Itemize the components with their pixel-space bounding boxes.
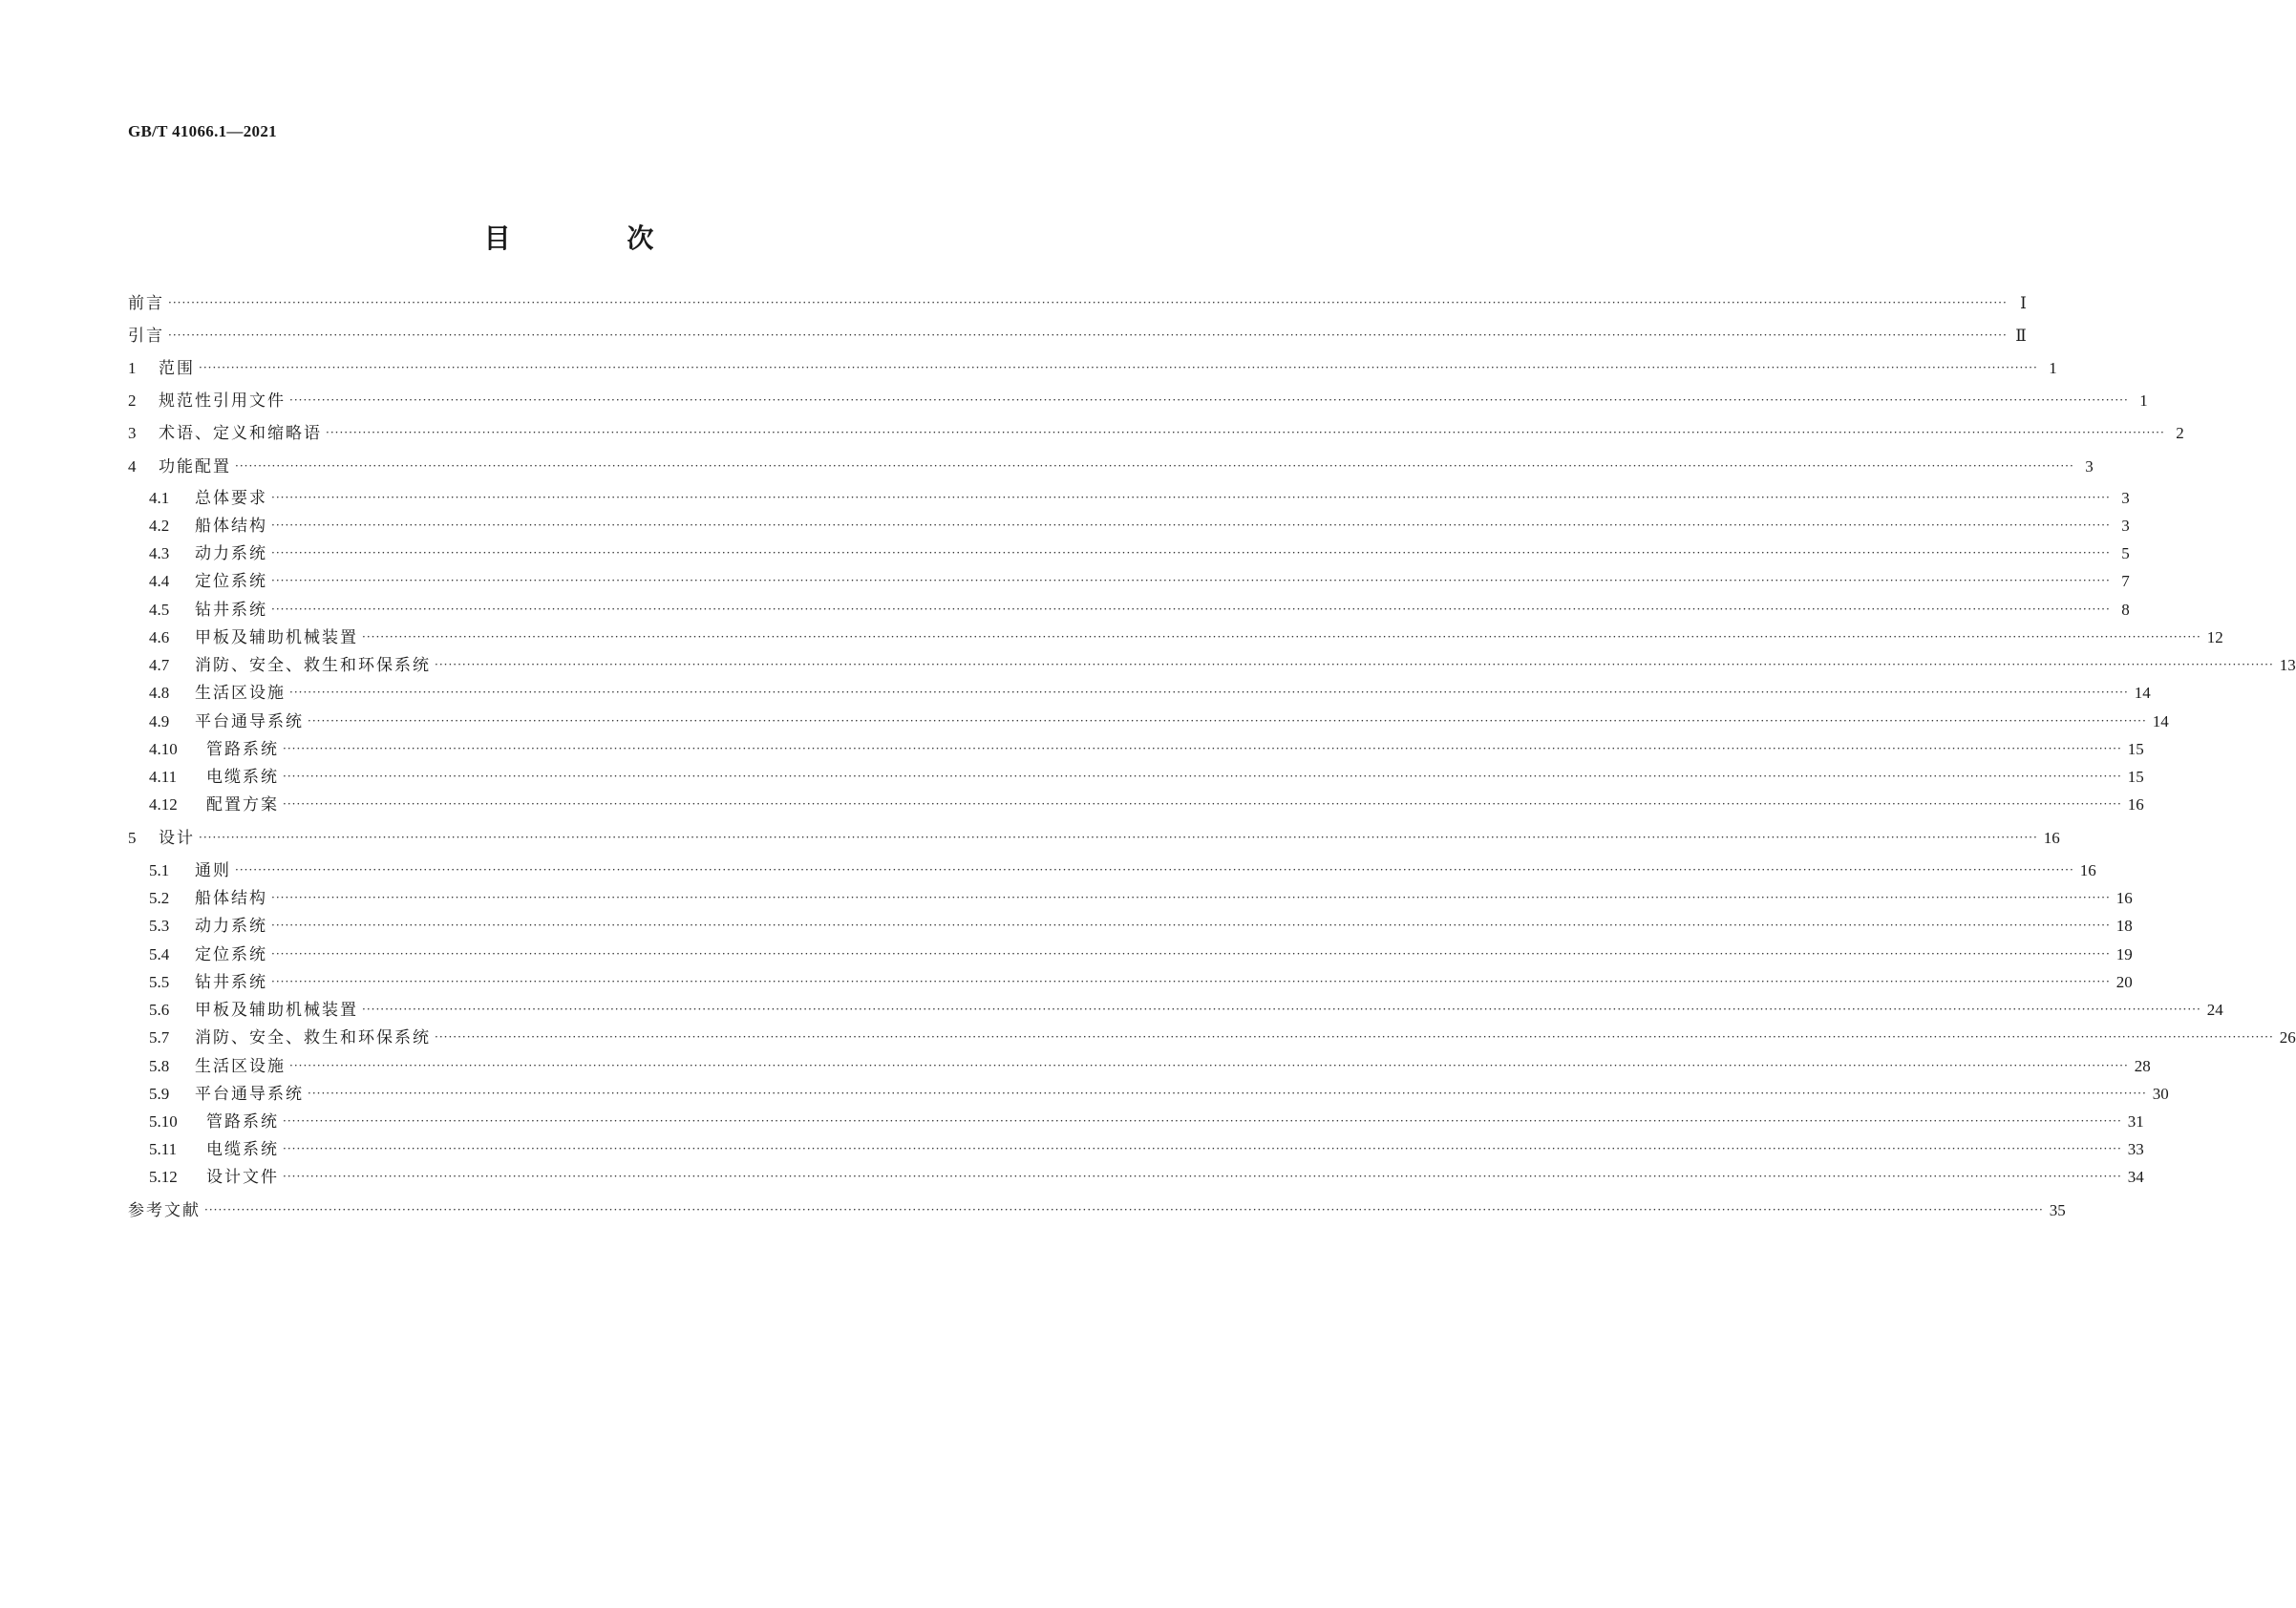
dot-leader: ················································································································································································································································································································································································································ (308, 714, 2147, 728)
toc-entry-number: 4.7 (149, 656, 170, 674)
toc-entry[interactable] (149, 943, 2133, 966)
dot-leader: ················································································································································································································································································································································································································ (235, 459, 2074, 473)
toc-entry-page: 34 (2127, 1168, 2144, 1186)
toc-entry-page: 12 (2206, 628, 2223, 646)
toc-entry[interactable] (149, 738, 2144, 761)
dot-leader: ················································································································································································································································································································································································································ (362, 1003, 2201, 1016)
toc-entry[interactable] (149, 626, 2223, 649)
toc-entry-number: 4.9 (149, 712, 170, 730)
toc-entry-label: 动力系统 (195, 917, 267, 936)
toc-entry[interactable] (149, 682, 2151, 705)
toc-entry-page: Ⅱ (2015, 327, 2027, 345)
toc-entry-label: 生活区设施 (195, 1057, 286, 1076)
dot-leader: ················································································································································································································································································································································································································ (271, 947, 2111, 961)
toc-entry-page: 13 (2279, 656, 2296, 674)
toc-entry-label: 范围 (159, 359, 195, 378)
toc-entry[interactable] (128, 827, 2060, 850)
toc-entry-number: 5.1 (149, 861, 170, 879)
dot-leader: ················································································································································································································································································································································································································ (308, 1087, 2147, 1100)
toc-entry[interactable] (128, 390, 2148, 413)
toc-entry-number: 4.2 (149, 517, 170, 535)
toc-entry-number: 4.8 (149, 684, 170, 702)
toc-entry[interactable] (149, 1111, 2144, 1133)
toc-entry-number: 5.12 (149, 1168, 178, 1186)
toc-entry[interactable] (149, 710, 2169, 733)
toc-entry[interactable] (149, 999, 2223, 1022)
toc-entry-page: 14 (2134, 684, 2151, 702)
toc-entry-number: 5.3 (149, 917, 170, 935)
toc-entry-label: 设计文件 (206, 1168, 279, 1187)
toc-entry[interactable] (128, 422, 2184, 445)
dot-leader: ················································································································································································································································································································································································································ (283, 797, 2122, 811)
toc-entry-page: 19 (2115, 945, 2133, 963)
toc-entry-label: 甲板及辅助机械装置 (195, 1001, 358, 1020)
toc-entry[interactable] (149, 859, 2096, 882)
toc-entry-number: 5.6 (149, 1001, 170, 1019)
toc-entry-label: 平台通导系统 (195, 712, 304, 731)
dot-leader: ················································································································································································································································································································································································································ (362, 630, 2201, 644)
toc-entry-page: 15 (2127, 768, 2144, 786)
toc-entry-label: 术语、定义和缩略语 (159, 424, 322, 443)
toc-entry-number: 5.10 (149, 1112, 178, 1131)
toc-entry-label: 管路系统 (206, 740, 279, 759)
toc-entry-page: 28 (2134, 1057, 2151, 1075)
toc-entry-label: 引言 (128, 327, 164, 346)
page-title: 目 次 (483, 222, 708, 254)
toc-entry-page: 35 (2049, 1201, 2066, 1219)
toc-entry-page: 16 (2115, 889, 2133, 907)
toc-entry-label: 定位系统 (195, 945, 267, 964)
toc-entry[interactable] (149, 515, 2130, 538)
toc-entry-page: 8 (2121, 601, 2130, 619)
toc-entry-label: 船体结构 (195, 889, 267, 908)
toc-entry-page: 33 (2127, 1140, 2144, 1158)
dot-leader: ················································································································································································································································································································································································································ (283, 1170, 2122, 1183)
toc-entry-label: 船体结构 (195, 517, 267, 536)
dot-leader: ················································································································································································································································································································································································································ (283, 742, 2122, 755)
dot-leader: ················································································································································································································································································································································································································ (168, 296, 2008, 309)
toc-entry-label: 电缆系统 (206, 768, 279, 787)
toc-entry-label: 消防、安全、救生和环保系统 (195, 1028, 431, 1047)
toc-entry-page: 30 (2152, 1085, 2169, 1103)
toc-entry-label: 平台通导系统 (195, 1085, 304, 1104)
toc-entry-number: 1 (128, 359, 137, 377)
toc-entry[interactable] (149, 1055, 2151, 1078)
toc-entry-number: 2 (128, 391, 137, 410)
dot-leader: ················································································································································································································································································································································································································ (289, 393, 2129, 407)
dot-leader: ················································································································································································································································································································································································································ (283, 1142, 2122, 1155)
dot-leader: ················································································································································································································································································································································································································ (235, 863, 2074, 877)
toc-entry[interactable] (149, 542, 2130, 565)
dot-leader: ················································································································································································································································································································································································································ (283, 1114, 2122, 1128)
toc-entry-number: 5.2 (149, 889, 170, 907)
toc-entry-label: 通则 (195, 861, 231, 880)
toc-entry-number: 5.8 (149, 1057, 170, 1075)
toc-entry-label: 前言 (128, 294, 164, 313)
toc-entry[interactable] (128, 455, 2094, 478)
toc-entry[interactable] (149, 1138, 2144, 1161)
dot-leader: ················································································································································································································································································································································································································ (271, 518, 2111, 532)
toc-entry-page: 16 (2127, 795, 2144, 814)
toc-entry-page: 2 (2176, 424, 2184, 442)
toc-entry-number: 4.4 (149, 572, 170, 590)
dot-leader: ················································································································································································································································································································································································································ (271, 919, 2111, 932)
toc-entry[interactable] (149, 971, 2133, 994)
dot-leader: ················································································································································································································································································································································································································ (326, 426, 2165, 439)
toc-entry-number: 5.4 (149, 945, 170, 963)
toc-entry-number: 4.11 (149, 768, 178, 786)
toc-entry-page: 14 (2152, 712, 2169, 730)
toc-entry-number: 5.7 (149, 1028, 170, 1047)
toc-entry[interactable] (149, 766, 2144, 789)
toc-entry-page: 26 (2279, 1028, 2296, 1047)
toc-entry-page: 5 (2121, 544, 2130, 562)
toc-entry-label: 生活区设施 (195, 684, 286, 703)
toc-entry-number: 5.5 (149, 973, 170, 991)
toc-entry-label: 设计 (159, 829, 195, 848)
toc-entry[interactable] (128, 325, 2027, 348)
toc-entry-page: 31 (2127, 1112, 2144, 1131)
toc-entry-number: 5.9 (149, 1085, 170, 1103)
dot-leader: ················································································································································································································································································································································································································ (289, 1059, 2129, 1072)
dot-leader: ················································································································································································································································································································································································································ (435, 1030, 2274, 1044)
toc-entry-page: 20 (2115, 973, 2133, 991)
dot-leader: ················································································································································································································································································································································································································ (199, 361, 2038, 374)
dot-leader: ················································································································································································································································································································································································································ (271, 975, 2111, 988)
dot-leader: ················································································································································································································································································································································································································ (199, 831, 2038, 844)
toc-entry-page: 16 (2079, 861, 2096, 879)
toc-entry[interactable] (128, 1199, 2066, 1222)
toc-entry[interactable] (149, 1083, 2169, 1106)
toc-entry-page: 24 (2206, 1001, 2223, 1019)
toc-entry-number: 5 (128, 829, 137, 847)
toc-entry-label: 规范性引用文件 (159, 391, 286, 411)
dot-leader: ················································································································································································································································································································································································································ (271, 491, 2111, 504)
toc-entry-number: 4.5 (149, 601, 170, 619)
toc-entry-number: 4.10 (149, 740, 178, 758)
toc-entry-label: 参考文献 (128, 1201, 201, 1220)
toc-entry-page: 16 (2043, 829, 2060, 847)
toc-entry[interactable] (149, 793, 2144, 816)
dot-leader: ················································································································································································································································································································································································································ (289, 686, 2129, 699)
toc-entry-number: 4.6 (149, 628, 170, 646)
toc-entry-page: Ⅰ (2020, 294, 2027, 312)
toc-entry-label: 电缆系统 (206, 1140, 279, 1159)
toc-entry-page: 1 (2139, 391, 2148, 410)
toc-entry-number: 4.3 (149, 544, 170, 562)
dot-leader: ················································································································································································································································································································································································································ (283, 770, 2122, 783)
toc-entry[interactable] (128, 292, 2027, 315)
toc-entry[interactable] (149, 570, 2130, 593)
toc-entry-label: 配置方案 (206, 795, 279, 815)
toc-entry-page: 18 (2115, 917, 2133, 935)
toc-entry-label: 消防、安全、救生和环保系统 (195, 656, 431, 675)
toc-entry-label: 钻井系统 (195, 973, 267, 992)
toc-entry-number: 3 (128, 424, 137, 442)
dot-leader: ················································································································································································································································································································································································································ (271, 891, 2111, 904)
toc-entry-number: 4.1 (149, 489, 170, 507)
toc-entry-label: 甲板及辅助机械装置 (195, 628, 358, 647)
toc-entry[interactable] (128, 357, 2057, 380)
standard-code: GB/T 41066.1—2021 (128, 122, 277, 140)
toc-entry-page: 3 (2085, 457, 2094, 476)
toc-entry-page: 1 (2049, 359, 2057, 377)
dot-leader: ················································································································································································································································································································································································································ (435, 658, 2274, 671)
toc-entry-page: 7 (2121, 572, 2130, 590)
dot-leader: ················································································································································································································································································································································································································ (168, 328, 2008, 342)
toc-entry-label: 定位系统 (195, 572, 267, 591)
toc-entry[interactable] (149, 1166, 2144, 1189)
toc-entry[interactable] (149, 1026, 2296, 1049)
toc-entry-number: 4.12 (149, 795, 178, 814)
toc-entry-number: 5.11 (149, 1140, 178, 1158)
toc-entry-label: 总体要求 (195, 489, 267, 508)
dot-leader: ················································································································································································································································································································································································································ (204, 1203, 2044, 1217)
dot-leader: ················································································································································································································································································································································································································ (271, 603, 2111, 616)
toc-entry[interactable] (149, 887, 2133, 910)
toc-entry-page: 3 (2121, 489, 2130, 507)
toc-entry[interactable] (149, 599, 2130, 622)
toc-entry-label: 功能配置 (159, 457, 231, 476)
toc-entry-number: 4 (128, 457, 137, 476)
toc-entry[interactable] (149, 487, 2130, 510)
toc-entry[interactable] (149, 915, 2133, 938)
toc-entry-label: 动力系统 (195, 544, 267, 563)
dot-leader: ················································································································································································································································································································································································································ (271, 574, 2111, 587)
toc-entry-page: 3 (2121, 517, 2130, 535)
toc-entry-page: 15 (2127, 740, 2144, 758)
dot-leader: ················································································································································································································································································································································································································ (271, 546, 2111, 560)
toc-entry-label: 管路系统 (206, 1112, 279, 1132)
toc-entry-label: 钻井系统 (195, 601, 267, 620)
toc-entry[interactable] (149, 654, 2296, 677)
